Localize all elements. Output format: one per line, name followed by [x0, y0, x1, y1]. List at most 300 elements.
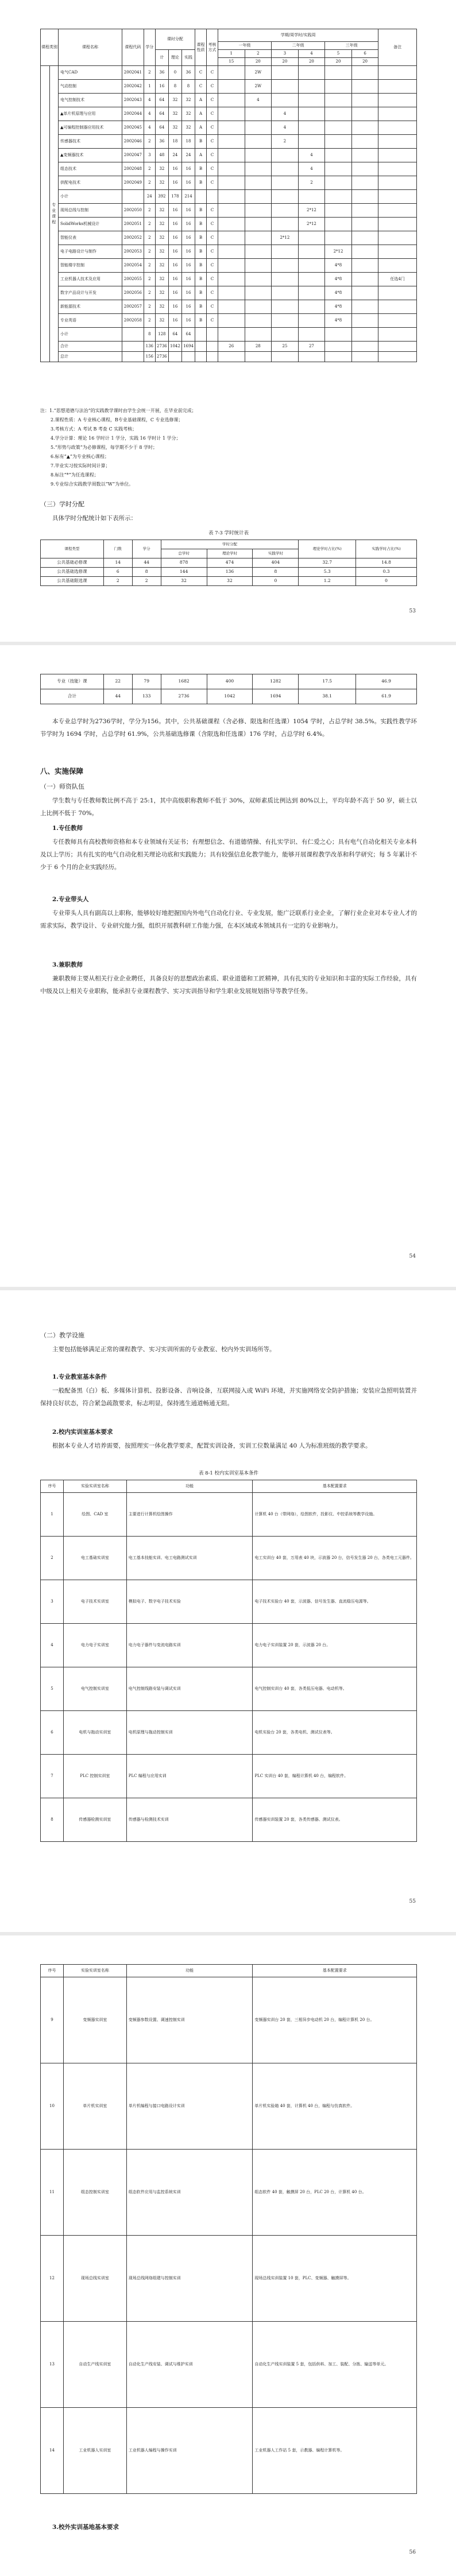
page-55 — [0, 1290, 456, 1932]
hours-row — [41, 568, 417, 577]
course-exam: C — [207, 94, 218, 107]
course-practice: 64 — [181, 328, 195, 342]
lab-para: 根据本专业人才培养需要，按照理实一体化教学要求，配置实训设备，实训工位数量满足 40 人为标准班级的教学要求。 — [52, 1442, 372, 1449]
table-7-3-caption: 表 7-3 学时统计表 — [208, 530, 249, 536]
course-total: 32 — [155, 314, 168, 328]
course-theory — [168, 352, 181, 362]
course-note — [378, 314, 417, 328]
table-note: 4.学分计算：理论 16 学时计 1 学分，实践 16 学时计 1 学分； — [51, 436, 181, 441]
hours-row — [41, 558, 417, 568]
hours-summary: 本专业总学时为2736学时，学分为156。其中，公共基础课程（含必修、限选和任选课）1054 学时，占总学时 38.5%。实践性教学环节学时为 1694 学时，占总学时 61.9%，公共基础选修课（含限选和任选课）176 学时，占总学时 6.4%。 — [40, 718, 417, 738]
lab-function: PLC 编程与应用实训 — [126, 1755, 253, 1798]
hours-pct2: 61.9 — [356, 689, 417, 704]
semester-hours-5 — [325, 135, 352, 149]
semester-hours-6 — [351, 231, 378, 245]
semester-hours-3 — [272, 80, 299, 94]
lab-name: 电工基础实训室 — [63, 1537, 126, 1580]
course-practice: 32 — [181, 121, 195, 135]
lab-name: 单片机实训室 — [63, 2063, 126, 2150]
course-credit: 2 — [144, 286, 155, 300]
semester-hours-6 — [351, 352, 378, 362]
hours-row — [41, 674, 417, 689]
course-note — [378, 328, 417, 342]
hours-cat: 合计 — [41, 689, 104, 704]
course-theory: 178 — [168, 190, 181, 204]
hours-col-theory: 理论学时 — [207, 549, 253, 558]
course-exam: C — [207, 286, 218, 300]
course-note: 任选4门 — [378, 273, 417, 286]
semester-hours-5 — [325, 204, 352, 218]
course-nature: A — [195, 94, 207, 107]
semester-1: 1 — [218, 50, 245, 58]
semester-hours-4 — [298, 231, 325, 245]
lab-heading: 2.校内实训室基本要求 — [52, 1429, 113, 1436]
course-row — [41, 80, 417, 94]
course-total: 64 — [155, 94, 168, 107]
course-credit: 136 — [144, 342, 155, 352]
lab-no: 3 — [41, 1580, 64, 1624]
semester-hours-5: 4*8 — [325, 300, 352, 314]
course-practice: 18 — [181, 135, 195, 149]
semester-hours-3: 2*12 — [272, 231, 299, 245]
hours-pct2: 14.8 — [356, 558, 417, 568]
semester-hours-2 — [245, 245, 272, 259]
lab-requirement: 电气控制实训台 40 套，各类低压电器、电动机等。 — [253, 1667, 417, 1711]
hours-col-total: 总学时 — [161, 549, 207, 558]
lab-row — [41, 1977, 417, 2063]
col-category: 课程类别 — [41, 29, 59, 66]
lab-name: 变频器实训室 — [63, 1977, 126, 2063]
semester-hours-6 — [351, 176, 378, 190]
hours-count: 22 — [103, 674, 132, 689]
semester-hours-6 — [351, 121, 378, 135]
hours-pct1: 32.7 — [299, 558, 356, 568]
col-credit: 学分 — [144, 29, 155, 66]
semester-hours-3 — [272, 94, 299, 107]
semester-hours-5: 4*8 — [325, 286, 352, 300]
course-exam: C — [207, 314, 218, 328]
course-exam: C — [207, 80, 218, 94]
course-theory: 8 — [168, 80, 181, 94]
course-name: 传感器技术 — [59, 135, 122, 149]
semester-hours-3: 4 — [272, 107, 299, 121]
course-theory: 16 — [168, 245, 181, 259]
labs-col-no: 序号 — [41, 1480, 64, 1493]
course-credit: 24 — [144, 190, 155, 204]
course-credit: 1 — [144, 80, 155, 94]
course-credit: 2 — [144, 176, 155, 190]
course-exam — [207, 190, 218, 204]
table-note: 3.考核方式：A 考试 B 考查 C 实践考核； — [51, 426, 137, 432]
course-nature: B — [195, 245, 207, 259]
table-note: 8.标注“*”为任选课程； — [51, 472, 99, 478]
course-theory: 24 — [168, 149, 181, 162]
course-row — [41, 149, 417, 162]
lab-requirement: PLC 实训台 40 套，编程计算机 40 台，编程软件。 — [253, 1755, 417, 1798]
lab-function: 模拟电子、数字电子技术实验 — [126, 1580, 253, 1624]
section-3-intro: 具体学时分配统计如下表所示： — [52, 515, 137, 522]
course-exam: C — [207, 121, 218, 135]
lab-no: 1 — [41, 1493, 64, 1537]
course-name: 智能仪表 — [59, 231, 122, 245]
semester-hours-5 — [325, 352, 352, 362]
lab-row — [41, 2150, 417, 2236]
lab-function: 单片机编程与接口电路设计实训 — [126, 2063, 253, 2150]
course-row — [41, 286, 417, 300]
course-name: 现场总线与控制 — [59, 204, 122, 218]
lab-no: 4 — [41, 1624, 64, 1667]
course-practice: 16 — [181, 231, 195, 245]
course-exam: C — [207, 245, 218, 259]
semester-6: 6 — [351, 50, 378, 58]
semester-hours-4: 2*12 — [298, 204, 325, 218]
semester-hours-4 — [298, 259, 325, 273]
semester-hours-2 — [245, 162, 272, 176]
labs-col-func: 功能 — [126, 1965, 253, 1977]
semester-hours-6 — [351, 66, 378, 80]
semester-hours-4 — [298, 328, 325, 342]
table-note: 5.“形势与政策”为必修课程，每学期不少于 8 学时； — [51, 445, 157, 450]
course-practice: 16 — [181, 273, 195, 286]
lab-name: 电气控制实训室 — [63, 1667, 126, 1711]
hours-pct1: 5.3 — [299, 568, 356, 577]
lab-row — [41, 2063, 417, 2150]
semester-hours-5 — [325, 176, 352, 190]
weeks-5: 20 — [325, 58, 352, 66]
hours-pct1: 1.2 — [299, 577, 356, 586]
semester-hours-2 — [245, 231, 272, 245]
course-credit: 2 — [144, 204, 155, 218]
lab-name: 现场总线实训室 — [63, 2236, 126, 2322]
hours-practice: 1282 — [253, 674, 299, 689]
hours-practice: 8 — [253, 568, 299, 577]
hours-table — [40, 540, 417, 586]
course-row — [41, 328, 417, 342]
course-theory: 16 — [168, 314, 181, 328]
hours-cat: 专业（技能）课 — [41, 674, 104, 689]
lab-requirement: 变频器实训台 20 套，三相异步电动机 20 台，编程计算机 20 台。 — [253, 1977, 417, 2063]
lab-requirement: 电机实验台 20 套，各类电机、测试仪表等。 — [253, 1711, 417, 1755]
lab-requirement: 组态软件 40 套，触摸屏 20 台，PLC 20 台，计算机 40 台。 — [253, 2150, 417, 2236]
lab-function: 电力电子器件与变流电路实训 — [126, 1624, 253, 1667]
lab-row — [41, 1667, 417, 1711]
course-practice: 36 — [181, 66, 195, 80]
course-name: 智能楼宇控制 — [59, 259, 122, 273]
lab-name: 绘图、CAD 室 — [63, 1493, 126, 1537]
semester-hours-1 — [218, 204, 245, 218]
course-exam: C — [207, 218, 218, 231]
course-code: 2002053 — [122, 245, 144, 259]
semester-hours-2 — [245, 286, 272, 300]
semester-hours-5: 4*8 — [325, 259, 352, 273]
hours-count: 6 — [103, 568, 132, 577]
course-credit: 2 — [144, 300, 155, 314]
leader-heading: 2.专业带头人 — [52, 896, 89, 903]
semester-hours-4 — [298, 245, 325, 259]
labs-col-req: 基本配置要求 — [253, 1965, 417, 1977]
course-note — [378, 121, 417, 135]
lab-no: 2 — [41, 1537, 64, 1580]
hours-theory: 32 — [207, 577, 253, 586]
course-total: 2736 — [155, 342, 168, 352]
semester-hours-2 — [245, 204, 272, 218]
semester-hours-4: 2 — [298, 176, 325, 190]
course-row — [41, 135, 417, 149]
semester-hours-3 — [272, 218, 299, 231]
course-name: 小计 — [59, 190, 122, 204]
lab-requirement: 自动化生产线实训装置 5 套，包括供料、加工、装配、分拣、输送等单元。 — [253, 2322, 417, 2408]
course-exam: C — [207, 204, 218, 218]
hours-pct1: 38.1 — [299, 689, 356, 704]
course-total: 2736 — [155, 352, 168, 362]
semester-hours-5 — [325, 94, 352, 107]
lab-no: 14 — [41, 2408, 64, 2494]
semester-hours-6 — [351, 204, 378, 218]
course-code: 2002048 — [122, 162, 144, 176]
course-row — [41, 121, 417, 135]
course-total: 64 — [155, 107, 168, 121]
semester-hours-6 — [351, 107, 378, 121]
lab-no: 10 — [41, 2063, 64, 2150]
labs-col-name: 实验实训室名称 — [63, 1965, 126, 1977]
year-2: 二年级 — [272, 42, 325, 50]
semester-hours-3 — [272, 190, 299, 204]
semester-hours-5 — [325, 342, 352, 352]
course-row — [41, 273, 417, 286]
semester-hours-1 — [218, 107, 245, 121]
semester-hours-3 — [272, 314, 299, 328]
semester-3: 3 — [272, 50, 299, 58]
semester-5: 5 — [325, 50, 352, 58]
course-note — [378, 135, 417, 149]
semester-hours-5 — [325, 66, 352, 80]
semester-hours-2 — [245, 300, 272, 314]
course-total: 128 — [155, 328, 168, 342]
category-side-label: 专业课程 — [49, 66, 59, 362]
semester-hours-3 — [272, 176, 299, 190]
semester-hours-6 — [351, 314, 378, 328]
semester-hours-6 — [351, 149, 378, 162]
course-name: 组态技术 — [59, 162, 122, 176]
lab-function: 电工基本技能实训、电工电路测试实训 — [126, 1537, 253, 1580]
lab-row — [41, 2236, 417, 2322]
course-row — [41, 176, 417, 190]
semester-hours-4 — [298, 80, 325, 94]
year-1: 一年级 — [218, 42, 271, 50]
course-credit: 8 — [144, 328, 155, 342]
col-course-name: 课程名称 — [59, 29, 122, 66]
weeks-4: 20 — [298, 58, 325, 66]
course-code: 2002042 — [122, 80, 144, 94]
semester-hours-1 — [218, 94, 245, 107]
semester-hours-5: 2*12 — [325, 245, 352, 259]
semester-hours-5: 4*8 — [325, 273, 352, 286]
course-note — [378, 107, 417, 121]
hours-table-continued — [40, 674, 417, 704]
semester-hours-2: 2W — [245, 66, 272, 80]
course-row — [41, 204, 417, 218]
lab-function: 自动化生产线安装、调试与维护实训 — [126, 2322, 253, 2408]
semester-hours-6 — [351, 245, 378, 259]
lab-function: 变频器参数设置、调速控制实训 — [126, 1977, 253, 2063]
course-credit: 2 — [144, 135, 155, 149]
lab-name: 电力电子实训室 — [63, 1624, 126, 1667]
lab-function: 工业机器人编程与操作实训 — [126, 2408, 253, 2494]
course-nature: A — [195, 121, 207, 135]
course-note — [378, 286, 417, 300]
facilities-title: （二）教学设施 — [40, 1332, 84, 1339]
course-theory: 16 — [168, 259, 181, 273]
hours-practice: 404 — [253, 558, 299, 568]
teacher-para: 专任教师具有高校教师资格和本专业领域有关证书；有理想信念、有道德情操、有扎实学识、有仁爱之心；具有电气自动化相关专业本科及以上学历；具有扎实的电气自动化相关理论功底和实践能力；具有较强信息化教学能力，能够开展课程教学改革和科学研究；每 5 年累计不少于 6 个月的企业实践经历。 — [40, 839, 417, 871]
lab-row — [41, 1624, 417, 1667]
course-exam: C — [207, 273, 218, 286]
semester-hours-2 — [245, 135, 272, 149]
course-code: 2002058 — [122, 314, 144, 328]
course-nature: B — [195, 286, 207, 300]
course-code: 2002056 — [122, 286, 144, 300]
semester-hours-2: 28 — [245, 342, 272, 352]
lab-row — [41, 1537, 417, 1580]
hours-count: 2 — [103, 577, 132, 586]
hours-col-credit: 学分 — [132, 540, 161, 558]
lab-function: 电气控制线路安装与调试实训 — [126, 1667, 253, 1711]
page-number: 53 — [409, 608, 416, 614]
course-code: 2002054 — [122, 259, 144, 273]
course-credit: 2 — [144, 245, 155, 259]
lab-requirement: 电子技术实验台 40 套，示波器、信号发生器、直流稳压电源等。 — [253, 1580, 417, 1624]
semester-hours-5 — [325, 328, 352, 342]
hours-practice: 1694 — [253, 689, 299, 704]
course-credit: 156 — [144, 352, 155, 362]
col-exam: 考核方式 — [207, 29, 218, 66]
lab-no: 12 — [41, 2236, 64, 2322]
course-credit: 3 — [144, 149, 155, 162]
course-name: ▲可编程控制器应用技术 — [59, 121, 122, 135]
course-name: ▲变频器技术 — [59, 149, 122, 162]
course-practice: 16 — [181, 286, 195, 300]
course-theory: 0 — [168, 66, 181, 80]
col-total: 计 — [155, 50, 168, 66]
semester-hours-4 — [298, 135, 325, 149]
hours-total: 144 — [161, 568, 207, 577]
teacher-heading: 1.专任教师 — [52, 825, 83, 832]
course-name: 合计 — [59, 342, 122, 352]
lab-requirement: 现场总线实训装置 10 套，PLC、变频器、触摸屏等。 — [253, 2236, 417, 2322]
hours-total: 2736 — [161, 689, 207, 704]
lab-requirement: 传感器实训装置 20 套，各类传感器、测试仪表。 — [253, 1798, 417, 1842]
course-note — [378, 176, 417, 190]
course-exam: C — [207, 149, 218, 162]
lab-name: 自动生产线实训室 — [63, 2322, 126, 2408]
hours-cat: 公共基础限选课 — [41, 577, 104, 586]
course-nature: B — [195, 135, 207, 149]
semester-hours-2: 2W — [245, 80, 272, 94]
page-number: 56 — [409, 2550, 416, 2555]
course-name: 电气控制技术 — [59, 94, 122, 107]
course-practice: 214 — [181, 190, 195, 204]
course-name: 电子电路设计与制作 — [59, 245, 122, 259]
course-total: 32 — [155, 176, 168, 190]
hours-col-practice: 实践学时 — [253, 549, 299, 558]
weeks-2: 20 — [245, 58, 272, 66]
course-note — [378, 80, 417, 94]
lab-no: 9 — [41, 1977, 64, 2063]
labs-table-continued — [40, 1964, 417, 2494]
course-total: 32 — [155, 259, 168, 273]
semester-hours-2 — [245, 149, 272, 162]
course-practice: 16 — [181, 204, 195, 218]
table-note: 9.专业综合实践教学周数以“W”为单位。 — [51, 482, 134, 487]
course-practice: 16 — [181, 300, 195, 314]
course-theory: 16 — [168, 231, 181, 245]
semester-hours-1 — [218, 162, 245, 176]
hours-row — [41, 577, 417, 586]
semester-hours-1 — [218, 231, 245, 245]
course-code: 2002057 — [122, 300, 144, 314]
course-note — [378, 190, 417, 204]
course-row — [41, 245, 417, 259]
lab-function: 现场总线网络组建与控制实训 — [126, 2236, 253, 2322]
semester-hours-5 — [325, 218, 352, 231]
course-credit: 4 — [144, 94, 155, 107]
hours-pct2: 46.9 — [356, 674, 417, 689]
semester-hours-6 — [351, 190, 378, 204]
lab-no: 6 — [41, 1711, 64, 1755]
hours-total: 878 — [161, 558, 207, 568]
semester-hours-5 — [325, 107, 352, 121]
labs-col-req: 基本配置要求 — [253, 1480, 417, 1493]
lab-name: 电机与拖动实训室 — [63, 1711, 126, 1755]
semester-hours-1 — [218, 245, 245, 259]
lab-requirement: 电工实训台 40 套，万用表 40 块，示波器 20 台，信号发生器 20 台，各类电工元器件。 — [253, 1537, 417, 1580]
table-note: 7.毕业实习按实际时间计算； — [51, 463, 110, 468]
course-theory: 16 — [168, 300, 181, 314]
lab-name: 电子技术实训室 — [63, 1580, 126, 1624]
lab-no: 11 — [41, 2150, 64, 2236]
course-practice: 16 — [181, 218, 195, 231]
course-row — [41, 314, 417, 328]
hours-total-row — [41, 689, 417, 704]
course-total: 32 — [155, 273, 168, 286]
course-theory: 64 — [168, 328, 181, 342]
lab-name: 组态控制实训室 — [63, 2150, 126, 2236]
lab-no: 7 — [41, 1755, 64, 1798]
course-credit: 2 — [144, 218, 155, 231]
course-exam: C — [207, 231, 218, 245]
course-row — [41, 190, 417, 204]
semester-hours-6 — [351, 94, 378, 107]
semester-hours-2 — [245, 273, 272, 286]
hours-col-cat: 课程类型 — [41, 540, 104, 558]
course-nature — [195, 342, 207, 352]
labs-col-func: 功能 — [126, 1480, 253, 1493]
course-practice: 16 — [181, 245, 195, 259]
course-name: 总计 — [59, 352, 122, 362]
hours-credit: 133 — [132, 689, 161, 704]
course-schedule-table — [40, 29, 417, 362]
hours-credit: 44 — [132, 558, 161, 568]
course-exam: C — [207, 176, 218, 190]
course-code: 2002047 — [122, 149, 144, 162]
col-practice: 实践 — [181, 50, 195, 66]
table-notes — [40, 406, 417, 489]
hours-theory: 400 — [207, 674, 253, 689]
semester-hours-4 — [298, 352, 325, 362]
course-row — [41, 231, 417, 245]
course-theory: 18 — [168, 135, 181, 149]
course-code: 2002055 — [122, 273, 144, 286]
